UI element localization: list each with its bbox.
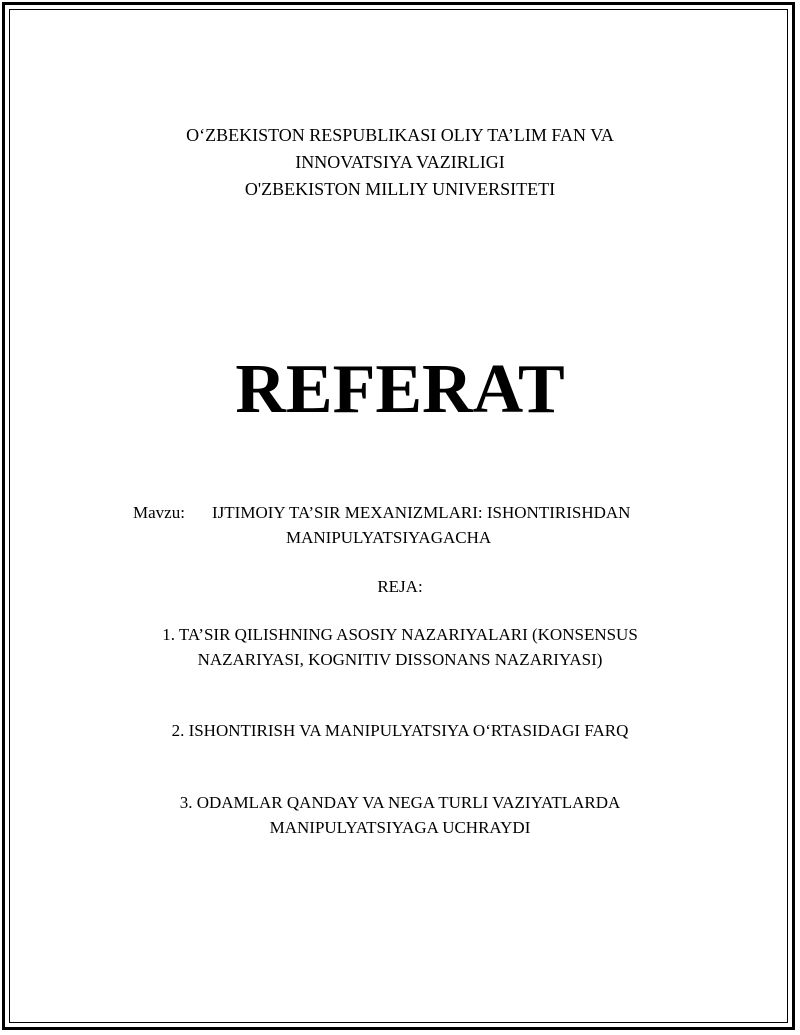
plan-item-1-line-2: NAZARIYASI, KOGNITIV DISSONANS NAZARIYASI) — [197, 650, 603, 669]
plan-item-3-line-1: 3. ODAMLAR QANDAY VA NEGA TURLI VAZIYATLARDA — [179, 793, 621, 812]
plan-heading: REJA: — [377, 577, 423, 596]
ministry-line-1: O‘ZBEKISTON RESPUBLIKASI OLIY TA’LIM FAN VA — [186, 125, 614, 145]
plan-item-1 — [0, 622, 800, 672]
topic-text-line-2: MANIPULYATSIYAGACHA — [286, 528, 492, 547]
university-name: O'ZBEKISTON MILLIY UNIVERSITETI — [244, 179, 556, 199]
plan-item-2-line-1: 2. ISHONTIRISH VA MANIPULYATSIYA O‘RTASIDAGI FARQ — [171, 721, 629, 740]
topic-text-line-1: IJTIMOIY TA’SIR MEXANIZMLARI: ISHONTIRISHDAN — [212, 503, 631, 522]
plan-item-1-line-1: 1. TA’SIR QILISHNING ASOSIY NAZARIYALARI (KONSENSUS — [162, 625, 638, 644]
plan-item-2 — [0, 718, 800, 743]
header-block — [0, 122, 800, 203]
plan-item-3-line-2: MANIPULYATSIYAGA UCHRAYDI — [269, 818, 531, 837]
plan-item-3 — [0, 790, 800, 840]
topic-label: Mavzu: — [133, 503, 185, 522]
ministry-line-2: INNOVATSIYA VAZIRLIGI — [295, 152, 505, 172]
document-title: REFERAT — [235, 351, 565, 428]
